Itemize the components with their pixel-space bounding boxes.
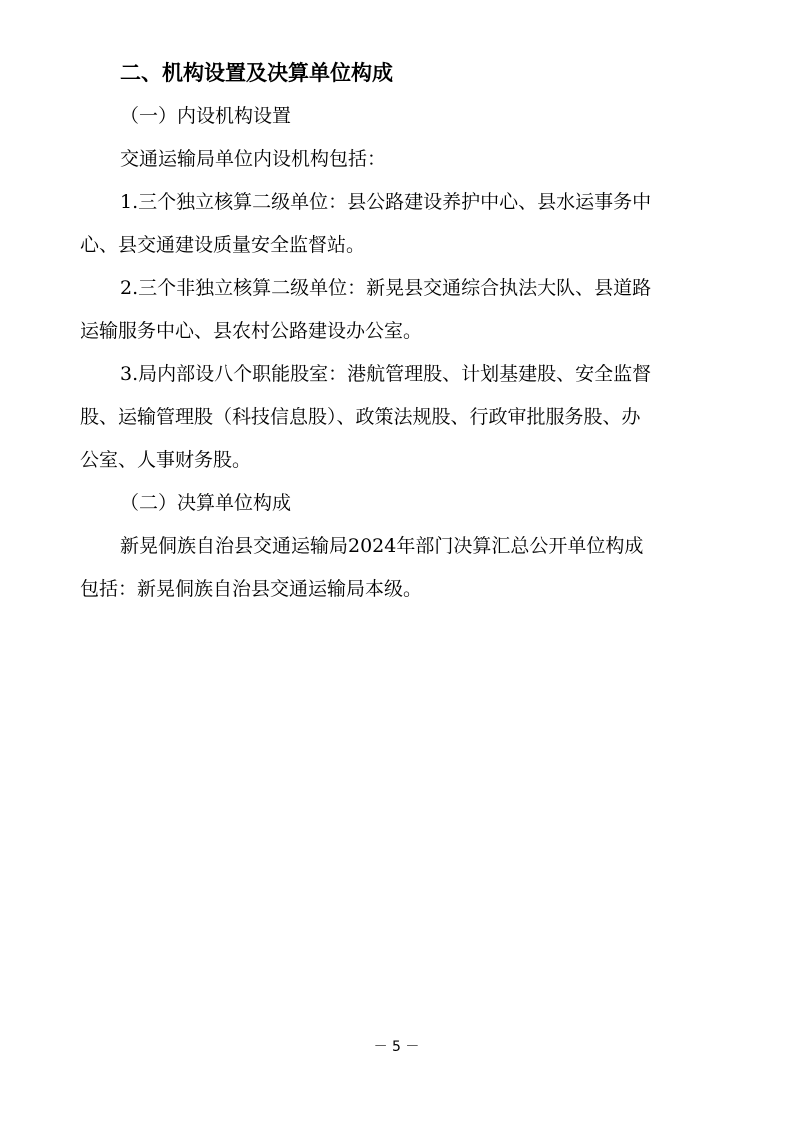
item-1-line-2: 心、县交通建设质量安全监督站。 (80, 234, 366, 256)
item-1-paragraph (80, 181, 720, 267)
intro-line: 交通运输局单位内设机构包括： (120, 148, 387, 170)
item-3-paragraph (80, 353, 720, 482)
intro-paragraph (120, 138, 720, 181)
item-3-line-3: 公室、人事财务股。 (80, 449, 252, 471)
item-3-line-2: 股、运输管理股（科技信息股）、政策法规股、行政审批服务股、办 (80, 406, 641, 428)
subsection-title-final-accounts (120, 482, 720, 525)
item-3-line-1: 3.局内部设八个职能股室：港航管理股、计划基建股、安全监督 (120, 363, 652, 385)
subsection-title-line: （二）决算单位构成 (120, 492, 292, 514)
document-body (80, 52, 720, 611)
item-1-line-1: 1.三个独立核算二级单位：县公路建设养护中心、县水运事务中 (120, 191, 652, 213)
subsection-title-line: （一）内设机构设置 (120, 105, 292, 127)
subsection-title-internal-structure (120, 95, 720, 138)
item-2-paragraph (80, 267, 720, 353)
summary-paragraph (80, 525, 720, 611)
item-2-line-1: 2.三个非独立核算二级单位：新晃县交通综合执法大队、县道路 (120, 277, 652, 299)
item-2-line-2: 运输服务中心、县农村公路建设办公室。 (80, 320, 423, 342)
section-heading: 二、机构设置及决算单位构成 (120, 61, 393, 85)
summary-line-1: 新晃侗族自治县交通运输局2024年部门决算汇总公开单位构成 (120, 535, 644, 557)
summary-line-2: 包括：新晃侗族自治县交通运输局本级。 (80, 578, 423, 600)
page-number: － 5 － (373, 1039, 420, 1055)
